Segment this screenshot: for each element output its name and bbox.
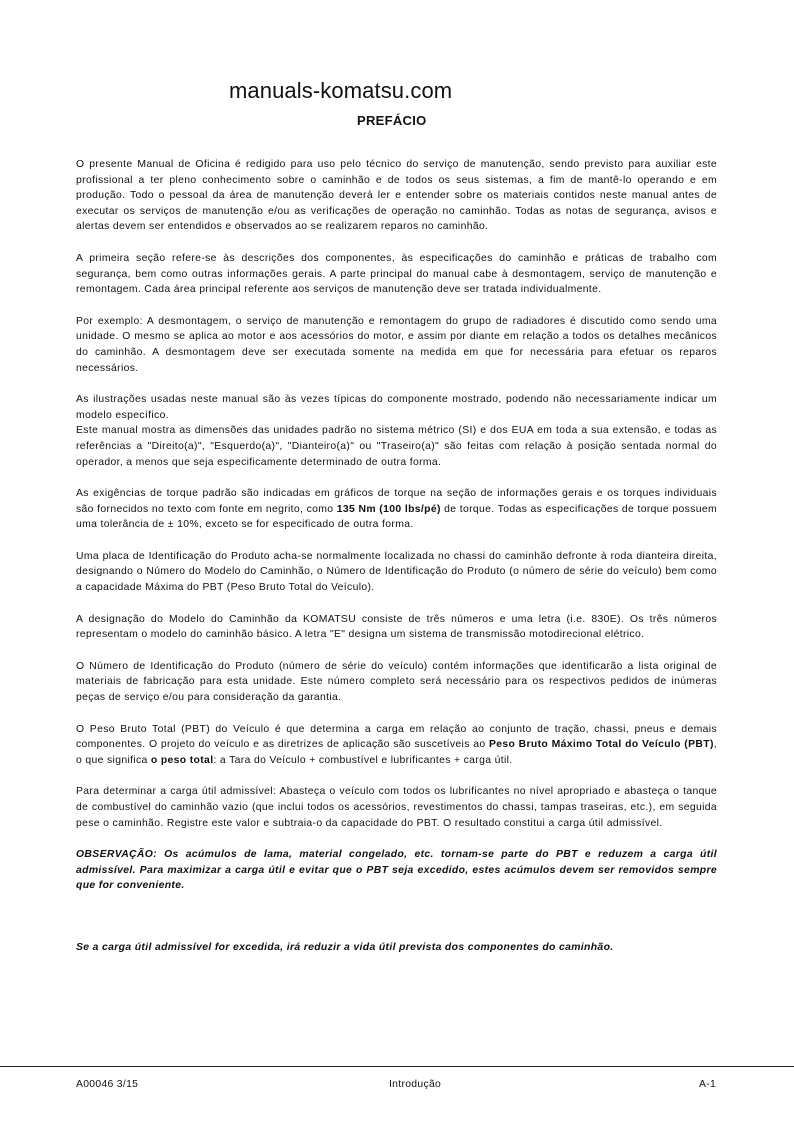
gvw-bold-term: Peso Bruto Máximo Total do Veículo (PBT)	[488, 739, 714, 751]
paragraph-id-plate: Uma placa de Identificação do Produto acha-se normalmente localizada no chassi do caminhão defronte à roda dianteira direita, designando o Número do Modelo do Caminhão, o Número de Identificação do Produto (o número de série do veículo) bem como a capacidade Máxima do PBT (Peso Bruto Total do Veículo).	[76, 550, 717, 594]
gvw-text-post: : a Tara do Veículo + combustível e lubrificantes + carga útil.	[213, 754, 513, 766]
paragraph-first-section: A primeira seção refere-se às descrições dos componentes, às especificações do caminhão e práticas de trabalho com segurança, bem como outras informações gerais. A parte principal do manual cabe à desmontagem, serviço de manutenção e remontagem. Cada área principal referente aos serviços de manutenção deve ser tratada individualmente.	[76, 252, 717, 296]
paragraph-serial-number: O Número de Identificação do Produto (número de série do veículo) contém informações que identificarão a lista original de materiais de fabricação para esta unidade. Este número completo será necessário para os respectivos pedidos de inúmeras peças de serviço e/ou para consideração da garantia.	[76, 660, 717, 704]
warning-payload: Se a carga útil admissível for excedida, irá reduzir a vida útil prevista dos componentes do caminhão.	[76, 941, 614, 953]
paragraph-example: Por exemplo: A desmontagem, o serviço de manutenção e remontagem do grupo de radiadores é discutido como sendo uma unidade. O mesmo se aplica ao motor e aos acessórios do motor, e assim por diante em relação a todos os detalhes mecânicos do caminhão. A desmontagem deve ser executada somente na medida em que for necessária para efetuar os reparos necessários.	[76, 315, 717, 374]
footer-section: Introdução	[389, 1079, 442, 1090]
paragraph-dimensions: Este manual mostra as dimensões das unidades padrão no sistema métrico (SI) e dos EUA em toda a sua extensão, e todas as referências a "Direito(a)", "Esquerdo(a)", "Dianteiro(a)" ou "Traseiro(a)" são feitas com relação à posição sentada normal do operador, a menos que seja especificamente determinado de outra forma.	[76, 425, 717, 468]
gvw-text-mid: , o que significa	[76, 739, 717, 766]
paragraph-intro: O presente Manual de Oficina é redigido para uso pelo técnico do serviço de manutenção, sendo previsto para auxiliar este profissional a ter pleno conhecimento sobre o caminhão e de todos os seus sistemas, a fim de mantê-lo operando e em produção. Todo o pessoal da área de manutenção deverá ler e entender sobre os materiais contidos neste manual antes de executar os serviços de manutenção e/ou as verificações de operação no caminhão. Todas as notas de segurança, avisos e alertas devem ser entendidos e observados ao se realizarem reparos no caminhão.	[76, 159, 717, 233]
footer-doc-code: A00046 3/15	[76, 1079, 139, 1090]
paragraph-gross-weight	[76, 722, 717, 769]
paragraph-model-designation: A designação do Modelo do Caminhão da KOMATSU consiste de três números e uma letra (i.e. 830E). Os três números representam o modelo do caminhão básico. A letra "E" designa um sistema de transmissão motodirecional elétrico.	[76, 613, 717, 641]
footer-page-number: A-1	[699, 1079, 717, 1090]
paragraph-payload: Para determinar a carga útil admissível: Abasteça o veículo com todos os lubrificantes no nível apropriado e abasteça o tanque de combustível do caminhão vazio (que inclui todos os acessórios, revestimentos do chassi, tampas traseiras, etc.), em seguida pese o caminhão. Registre este valor e subtraia-o da capacidade do PBT. O resultado constitui a carga útil admissível.	[76, 786, 717, 829]
site-header: manuals-komatsu.com	[229, 78, 453, 103]
torque-text-pre: As exigências de torque padrão são indicadas em gráficos de torque na seção de informações gerais e os torques individuais são fornecidos no texto com fonte em negrito, como	[76, 488, 717, 515]
torque-value: 135 Nm (100 lbs/pé)	[336, 503, 441, 515]
torque-text-post: de torque. Todas as especificações de torque possuem uma tolerância de ± 10%, exceto se for especificado de outra forma.	[76, 503, 717, 531]
gvw-bold-total: o peso total	[150, 754, 214, 766]
gvw-text-pre: O Peso Bruto Total (PBT) do Veículo é que determina a carga em relação ao conjunto de tração, chassi, pneus e demais componentes. O projeto do veículo e as diretrizes de aplicação são suscetíveis ao	[76, 723, 717, 751]
paragraph-torque	[76, 486, 717, 533]
document-body	[76, 157, 717, 972]
footer-divider	[0, 1066, 794, 1067]
note-observation: OBSERVAÇÃO: Os acúmulos de lama, material congelado, etc. tornam-se parte do PBT e reduzem a carga útil admissível. Para maximizar a carga útil e evitar que o PBT seja excedido, estes acúmulos devem ser removidos sempre que for conveniente.	[76, 849, 717, 892]
paragraph-illustrations: As ilustrações usadas neste manual são às vezes típicas do componente mostrado, podendo não necessariamente indicar um modelo específico.	[76, 394, 717, 421]
page-title: PREFÁCIO	[357, 113, 427, 128]
